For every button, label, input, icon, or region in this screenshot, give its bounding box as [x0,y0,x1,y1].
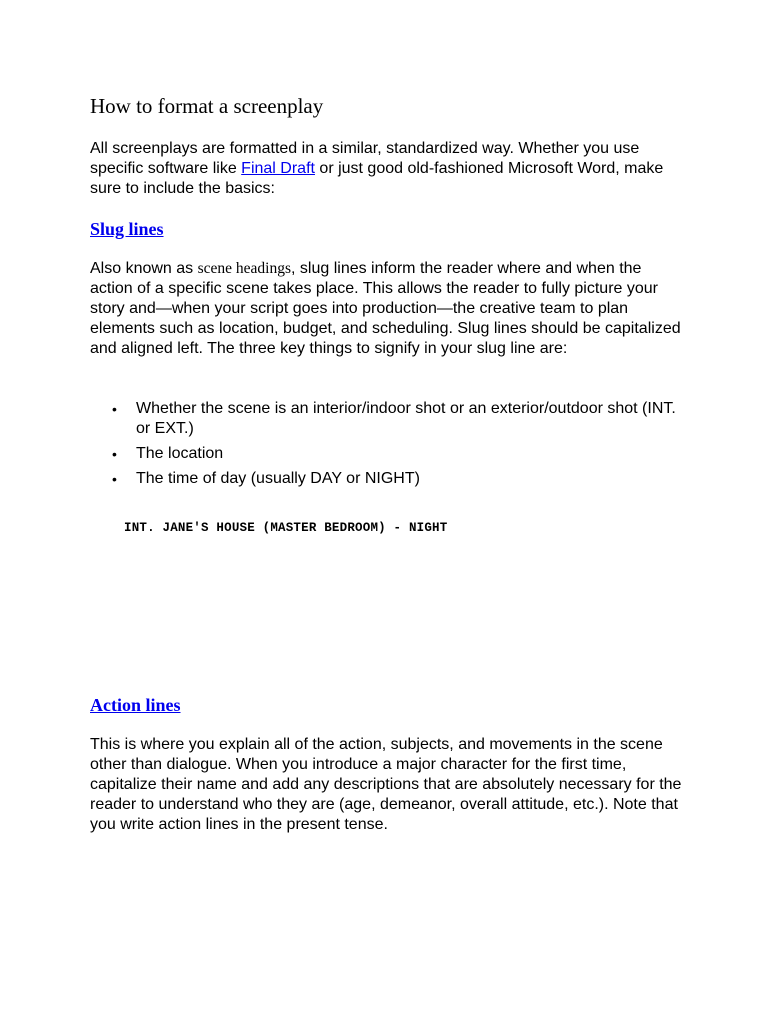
slug-lines-heading [90,219,164,240]
slug-para-start: Also known as [90,260,198,277]
final-draft-link[interactable]: Final Draft [241,160,315,177]
slug-lines-link[interactable]: Slug lines [90,219,164,239]
list-item-text: The location [136,445,224,462]
intro-text-start: All screenplays are formatted in a similar, standardized way. Whether you use specific software like [90,140,640,177]
page-title: How to format a screenplay [90,94,324,118]
bullet-icon: • [112,446,117,462]
list-item [90,444,682,464]
bullet-icon: • [112,471,117,487]
slug-para-rest: , slug lines inform the reader where and when the action of a specific scene takes place. This allows the reader to fully picture your story and—when your script goes into production—the creative team to plan elements such as location, budget, and scheduling. Slug lines should be capitalized and aligned left. The three key things to signify in your slug line are: [90,260,681,357]
list-item [90,469,682,489]
slug-lines-paragraph [90,259,682,359]
action-lines-paragraph: This is where you explain all of the action, subjects, and movements in the scene other than dialogue. When you introduce a major character for the first time, capitalize their name and add any descriptions that are absolutely necessary for the reader to understand who they are (age, demeanor, overall attitude, etc.). Note that you write action lines in the present tense. [90,736,682,833]
intro-paragraph [90,139,682,199]
slug-line-elements-list [90,399,682,494]
scene-headings-term: scene headings [197,260,292,277]
list-item [90,399,682,439]
intro-text-end: or just good old-fashioned Microsoft Word, make sure to include the basics: [90,160,664,197]
list-item-text: Whether the scene is an interior/indoor shot or an exterior/outdoor shot (INT. or EXT.) [136,400,676,437]
bullet-icon: • [112,401,117,417]
action-lines-link[interactable]: Action lines [90,695,181,715]
action-lines-heading [90,695,181,716]
list-item-text: The time of day (usually DAY or NIGHT) [136,470,420,487]
slug-line-example: INT. JANE'S HOUSE (MASTER BEDROOM) - NIGHT [124,521,448,535]
